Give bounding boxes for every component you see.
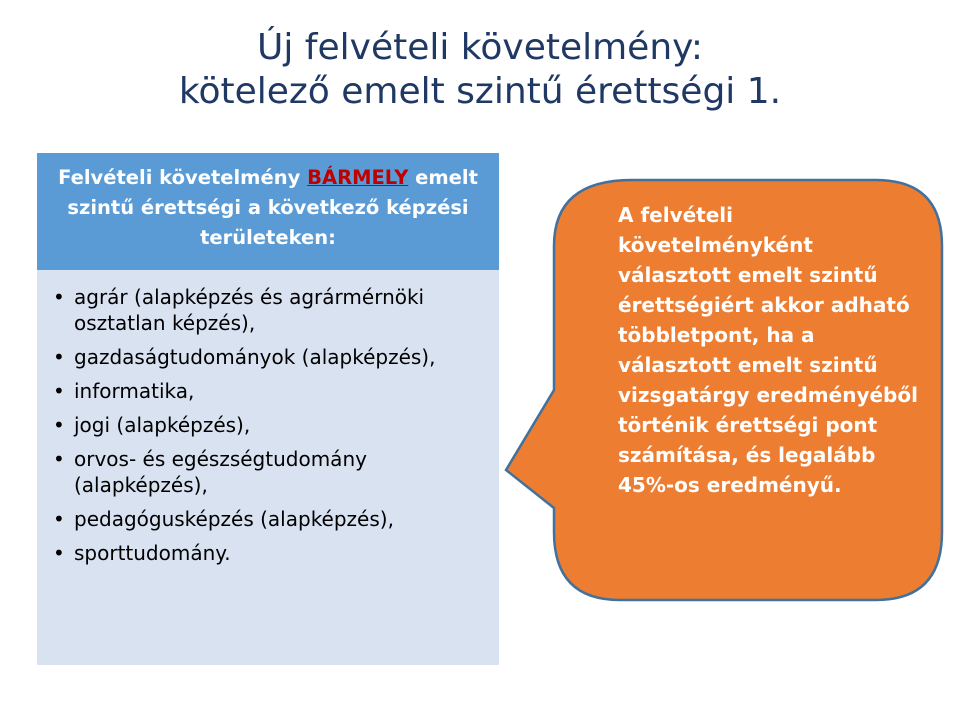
list-item-label: pedagógusképzés (alapképzés), [74,507,394,531]
panel-header-highlight: BÁRMELY [307,166,409,189]
panel-header-text-before: Felvételi követelmény [58,166,308,189]
list-item-label: gazdaságtudományok (alapképzés), [74,345,436,369]
callout-text: A felvételi követelményként választott emelt szintű érettségiért akkor adható többletpont, ha a választott emelt szintű vizsgatárgy eredményéből történik érettségi pont számítása, és legalább 45%-os eredményű. [618,203,918,497]
list-item [51,540,477,566]
list-item [51,344,477,370]
speech-callout [500,178,946,604]
bullet-icon: • [53,447,65,471]
panel-header [37,153,499,270]
bullet-icon: • [53,413,65,437]
list-item-label: jogi (alapképzés), [74,413,251,437]
list-item [51,378,477,404]
list-item-label: agrár (alapképzés és agrármérnöki osztatlan képzés), [74,285,425,335]
list-item [51,412,477,438]
slide-title-line-1: Új felvételi követelmény: [257,27,703,68]
slide-title-line-2: kötelező emelt szintű érettségi 1. [178,71,782,112]
bullet-icon: • [53,379,65,403]
training-areas-list [37,270,499,566]
list-item [51,446,477,498]
bullet-icon: • [53,541,65,565]
list-item-label: informatika, [74,379,195,403]
list-item-label: orvos- és egészségtudomány (alapképzés), [74,447,367,497]
training-areas-panel [37,153,499,665]
bullet-icon: • [53,345,65,369]
panel-header-text-after: emelt szintű érettségi a következő képzési területeken: [67,166,478,249]
bullet-icon: • [53,285,65,309]
bullet-icon: • [53,507,65,531]
slide-title [0,26,960,114]
list-item [51,284,477,336]
list-item-label: sporttudomány. [74,541,231,565]
list-item [51,506,477,532]
